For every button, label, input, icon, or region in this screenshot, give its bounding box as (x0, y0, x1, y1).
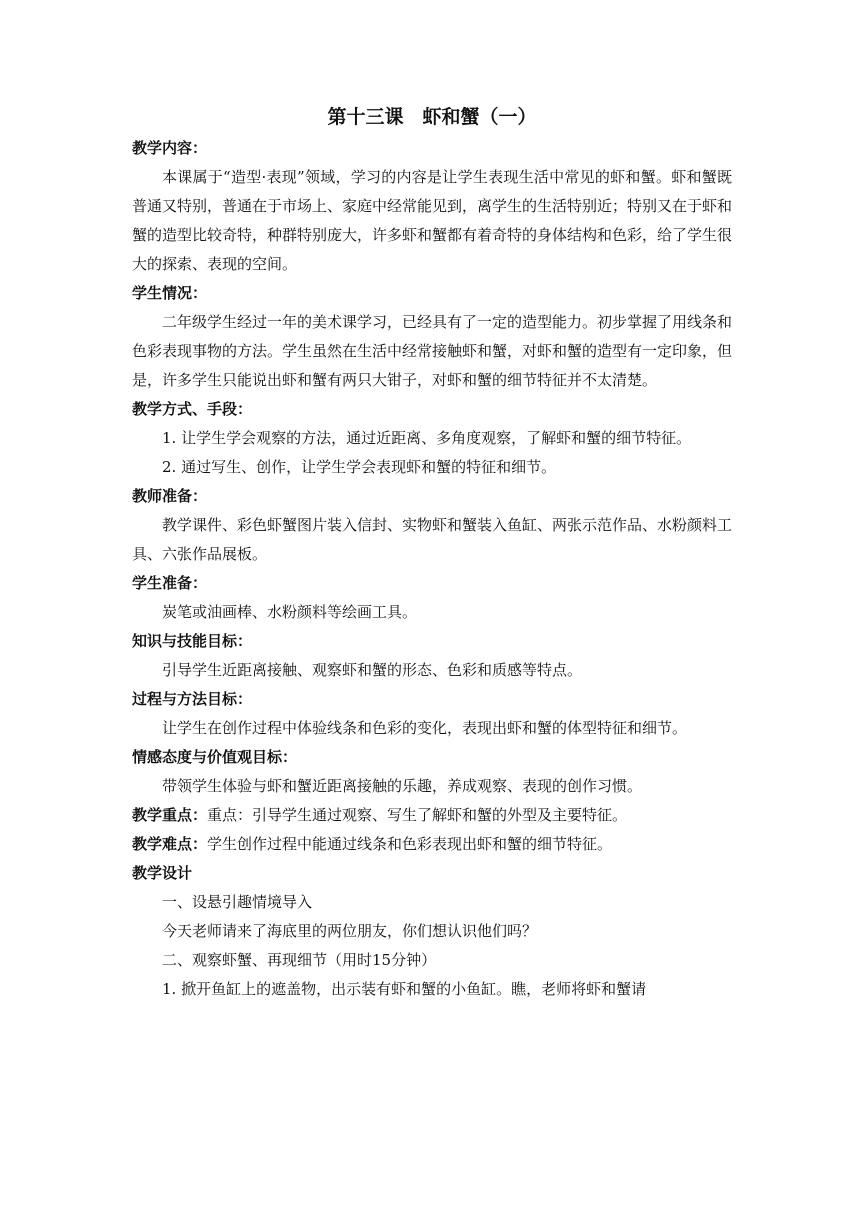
key-point-line (132, 801, 732, 830)
emotion-goal-heading: 情感态度与价值观目标： (132, 748, 298, 766)
process-goal-paragraph: 让学生在创作过程中体验线条和色彩的变化，表现出虾和蟹的体型特征和细节。 (162, 719, 688, 737)
key-point-label: 教学重点： (132, 806, 208, 824)
knowledge-goal-paragraph: 引导学生近距离接触、观察虾和蟹的形态、色彩和质感等特点。 (162, 661, 583, 679)
student-prep-heading: 学生准备： (132, 574, 208, 592)
difficulty-line (132, 830, 732, 859)
teacher-prep-heading: 教师准备： (132, 487, 208, 505)
design-heading: 教学设计 (132, 864, 193, 882)
difficulty-label: 教学难点： (132, 835, 208, 853)
difficulty-text: 学生创作过程中能通过线条和色彩表现出虾和蟹的细节特征。 (207, 835, 613, 853)
design-line-4: 1. 掀开鱼缸上的遮盖物，出示装有虾和蟹的小鱼缸。瞧，老师将虾和蟹请 (162, 980, 647, 998)
design-line-1: 一、设悬引趣情境导入 (162, 893, 313, 911)
process-goal-heading: 过程与方法目标： (132, 690, 253, 708)
design-line-3: 二、观察虾蟹、再现细节（用时15分钟） (162, 951, 437, 969)
methods-item-1: 1. 让学生学会观察的方法，通过近距离、多角度观察，了解虾和蟹的细节特征。 (162, 429, 692, 447)
methods-item-2: 2. 通过写生、创作，让学生学会表现虾和蟹的特征和细节。 (162, 458, 557, 476)
student-prep-paragraph: 炭笔或油画棒、水粉颜料等绘画工具。 (162, 603, 418, 621)
knowledge-goal-heading: 知识与技能目标： (132, 632, 253, 650)
content-paragraph: 本课属于“造型·表现”领域，学习的内容是让学生表现生活中常见的虾和蟹。虾和蟹既普通又特别，普通在于市场上、家庭中经常能见到，离学生的生活特别近；特别又在于虾和蟹的造型比较奇特，种群特别庞大，许多虾和蟹都有着奇特的身体结构和色彩，给了学生很大的探索、表现的空间。 (132, 168, 733, 273)
document-page (132, 100, 732, 1004)
page-title: 第十三课 虾和蟹（一） (327, 106, 537, 128)
teacher-prep-paragraph: 教学课件、彩色虾蟹图片装入信封、实物虾和蟹装入鱼缸、两张示范作品、水粉颜料工具、六张作品展板。 (132, 516, 733, 563)
key-point-text: 重点：引导学生通过观察、写生了解虾和蟹的外型及主要特征。 (207, 806, 628, 824)
methods-heading: 教学方式、手段： (132, 400, 253, 418)
content-heading: 教学内容： (132, 139, 208, 157)
students-paragraph: 二年级学生经过一年的美术课学习，已经具有了一定的造型能力。初步掌握了用线条和色彩表现事物的方法。学生虽然在生活中经常接触虾和蟹，对虾和蟹的造型有一定印象，但是，许多学生只能说出虾和蟹有两只大钳子，对虾和蟹的细节特征并不太清楚。 (132, 313, 733, 389)
design-line-2: 今天老师请来了海底里的两位朋友，你们想认识他们吗？ (162, 922, 538, 940)
emotion-goal-paragraph: 带领学生体验与虾和蟹近距离接触的乐趣，养成观察、表现的创作习惯。 (162, 777, 643, 795)
students-heading: 学生情况： (132, 284, 208, 302)
